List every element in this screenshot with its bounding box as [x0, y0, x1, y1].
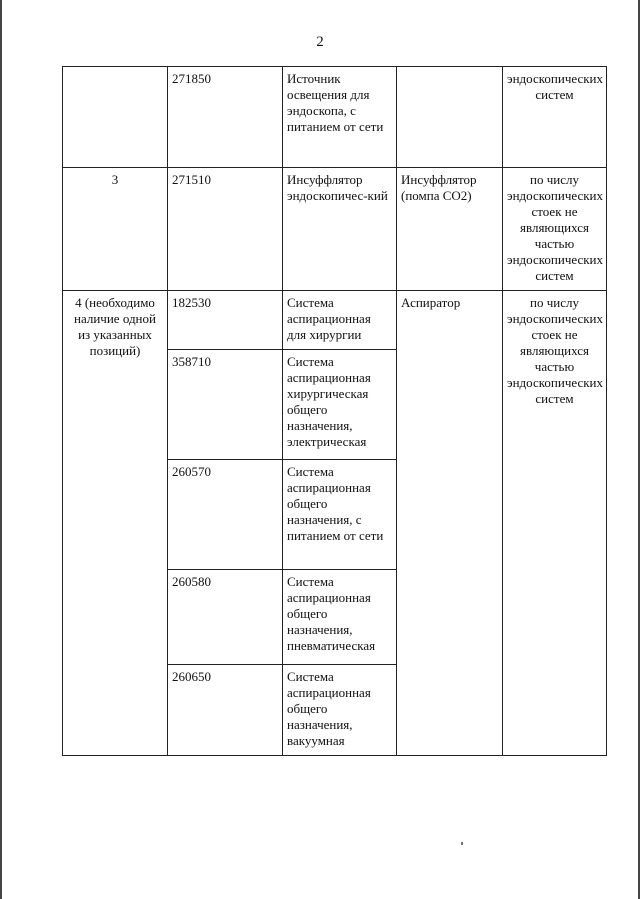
name-cell: Система аспирационная для хирургии [283, 291, 397, 350]
page-edge-left [0, 0, 2, 899]
quantity-cell: по числу эндоскопических стоек не являющихся частью эндоскопических систем [503, 291, 607, 756]
quantity-cell: эндоскопических систем [503, 67, 607, 168]
code-cell: 260650 [168, 665, 283, 756]
table-row [63, 168, 607, 291]
name-cell: Система аспирационная общего назначения, вакуумная [283, 665, 397, 756]
type-cell [397, 67, 503, 168]
table-row [63, 67, 607, 168]
code-cell: 271510 [168, 168, 283, 291]
name-cell: Инсуффлятор эндоскопичес-кий [283, 168, 397, 291]
code-cell: 358710 [168, 350, 283, 460]
name-cell: Система аспирационная общего назначения, пневматическая [283, 570, 397, 665]
code-cell: 260570 [168, 460, 283, 570]
page-number: 2 [316, 34, 324, 50]
scan-speck [461, 842, 463, 845]
name-cell: Источник освещения для эндоскопа, с питанием от сети [283, 67, 397, 168]
row-number-cell: 3 [63, 168, 168, 291]
type-cell: Аспиратор [397, 291, 503, 756]
row-number-cell [63, 67, 168, 168]
name-cell: Система аспирационная общего назначения, с питанием от сети [283, 460, 397, 570]
row-number-cell: 4 (необходимо наличие одной из указанных позиций) [63, 291, 168, 756]
code-cell: 182530 [168, 291, 283, 350]
name-cell: Система аспирационная хирургическая общего назначения, электрическая [283, 350, 397, 460]
quantity-cell: по числу эндоскопических стоек не являющихся частью эндоскопических систем [503, 168, 607, 291]
type-cell: Инсуффлятор (помпа СО2) [397, 168, 503, 291]
table-row [63, 291, 607, 350]
code-cell: 271850 [168, 67, 283, 168]
equipment-table [62, 66, 607, 756]
code-cell: 260580 [168, 570, 283, 665]
